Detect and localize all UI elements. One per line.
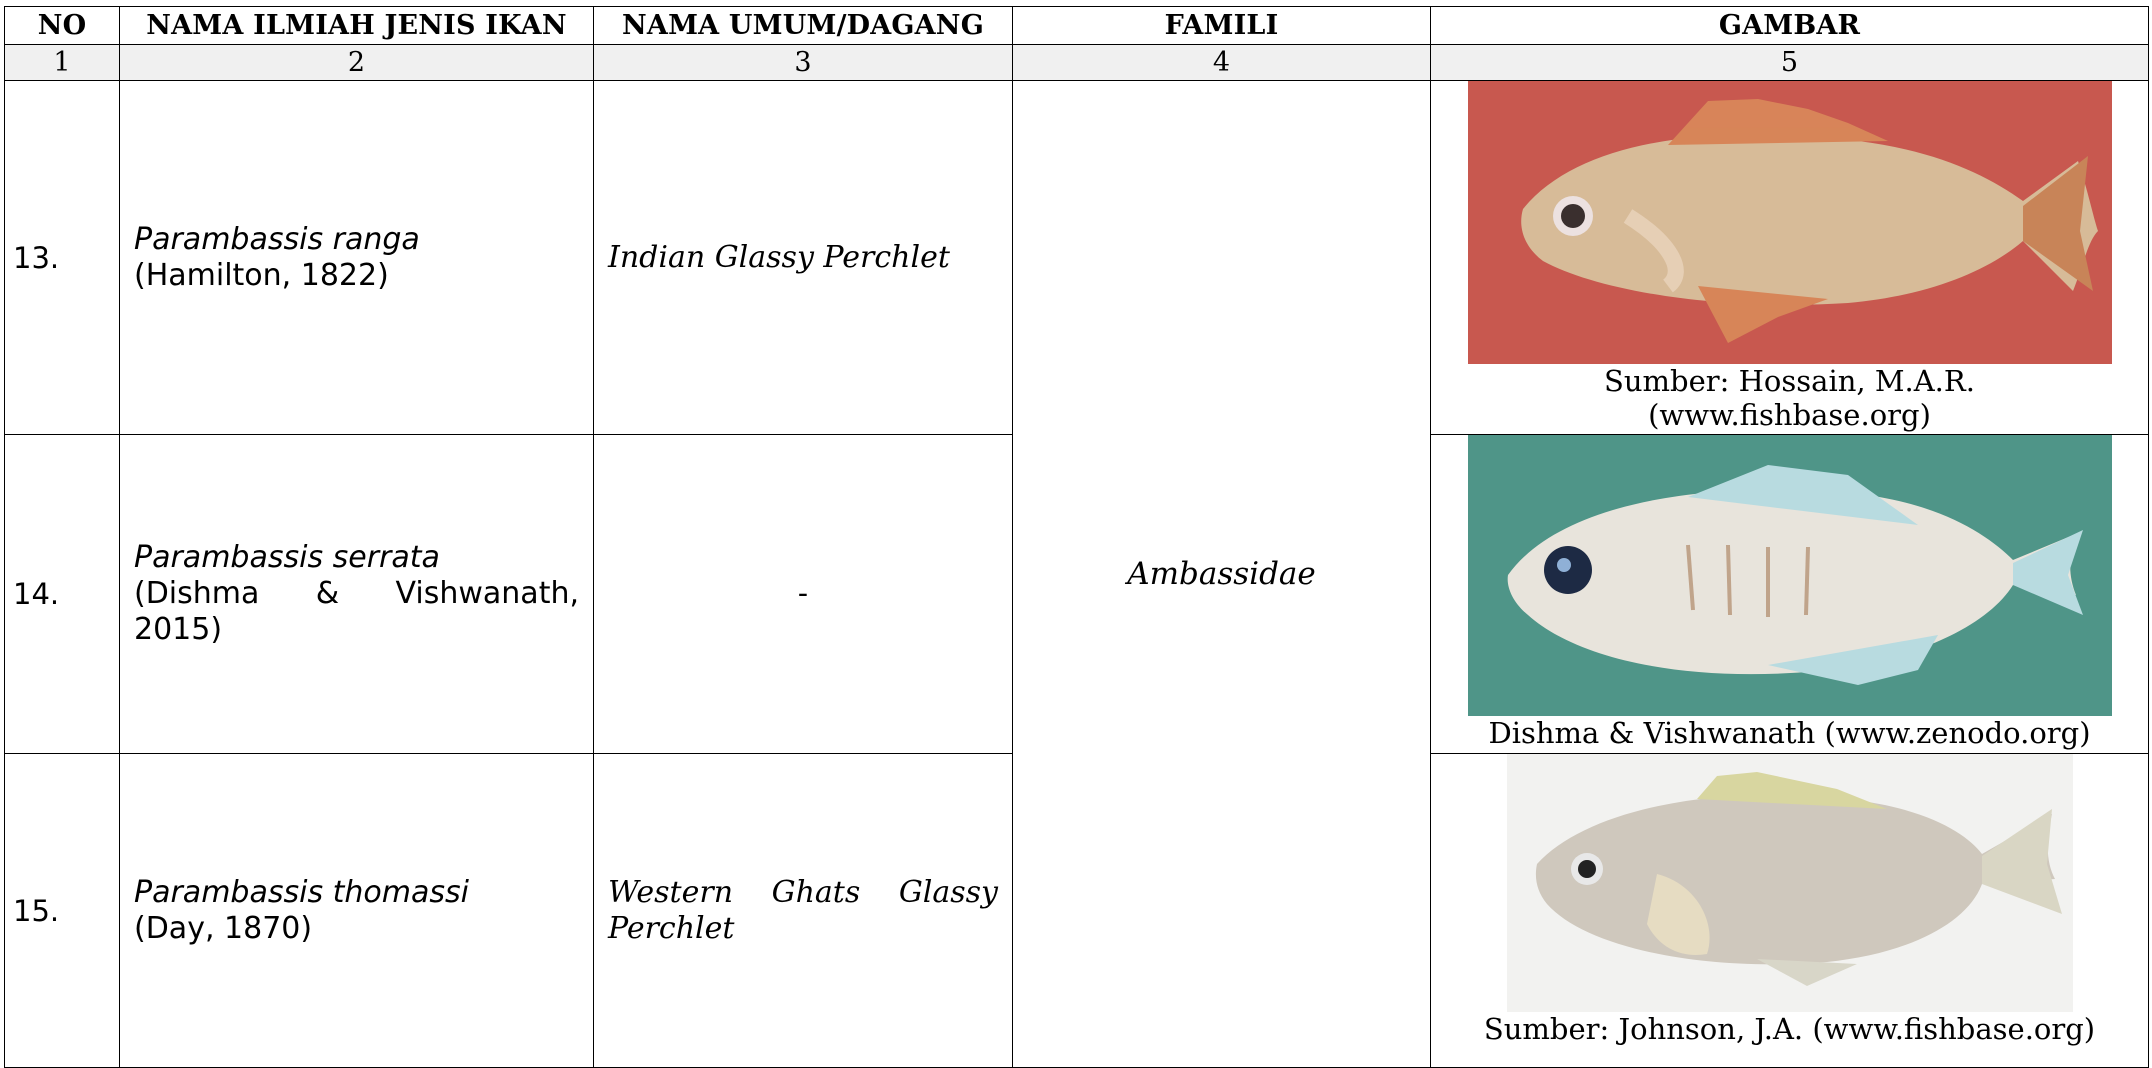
column-number: 5 bbox=[1431, 45, 2149, 81]
column-number-row bbox=[5, 45, 2149, 81]
scientific-name: Parambassis serrata bbox=[134, 540, 440, 575]
common-name: Western Ghats Glassy bbox=[608, 874, 998, 910]
species-table-page bbox=[4, 6, 2148, 1068]
author-citation-year: 2015) bbox=[134, 612, 223, 647]
row-number: 14. bbox=[5, 435, 120, 754]
column-number: 3 bbox=[594, 45, 1013, 81]
image-caption: Sumber: Johnson, J.A. (www.fishbase.org) bbox=[1483, 1012, 2096, 1046]
scientific-name: Parambassis thomassi bbox=[134, 874, 469, 910]
header-no: NO bbox=[5, 7, 120, 45]
row-number: 15. bbox=[5, 754, 120, 1068]
column-number: 2 bbox=[120, 45, 594, 81]
author-citation: (Dishma & Vishwanath, bbox=[134, 576, 579, 611]
author-citation: (Day, 1870) bbox=[134, 910, 313, 946]
fish-photo bbox=[1468, 81, 2112, 364]
header-common-name: NAMA UMUM/DAGANG bbox=[594, 7, 1013, 45]
image-caption: (www.fishbase.org) bbox=[1648, 398, 1931, 432]
image-caption: Dishma & Vishwanath (www.zenodo.org) bbox=[1488, 716, 2091, 750]
family-name: Ambassidae bbox=[1013, 81, 1431, 1068]
table-row bbox=[5, 81, 2149, 435]
common-name-cell bbox=[594, 754, 1013, 1068]
scientific-name-cell bbox=[120, 81, 594, 435]
header-image: GAMBAR bbox=[1431, 7, 2149, 45]
fish-photo bbox=[1468, 435, 2112, 716]
header-row bbox=[5, 7, 2149, 45]
image-caption: Sumber: Hossain, M.A.R. bbox=[1604, 364, 1975, 398]
species-table bbox=[4, 6, 2149, 1068]
common-name-continued: Perchlet bbox=[608, 910, 735, 946]
scientific-name-cell bbox=[120, 435, 594, 754]
scientific-name-cell bbox=[120, 754, 594, 1068]
common-name: - bbox=[594, 435, 1013, 754]
column-number: 1 bbox=[5, 45, 120, 81]
image-cell bbox=[1431, 754, 2149, 1068]
fish-photo bbox=[1507, 754, 2073, 1012]
common-name: Indian Glassy Perchlet bbox=[594, 81, 1013, 435]
header-scientific-name: NAMA ILMIAH JENIS IKAN bbox=[120, 7, 594, 45]
image-cell bbox=[1431, 435, 2149, 754]
header-family: FAMILI bbox=[1013, 7, 1431, 45]
scientific-name: Parambassis ranga bbox=[134, 221, 420, 257]
column-number: 4 bbox=[1013, 45, 1431, 81]
author-citation: (Hamilton, 1822) bbox=[134, 257, 389, 293]
image-cell bbox=[1431, 81, 2149, 435]
row-number: 13. bbox=[5, 81, 120, 435]
